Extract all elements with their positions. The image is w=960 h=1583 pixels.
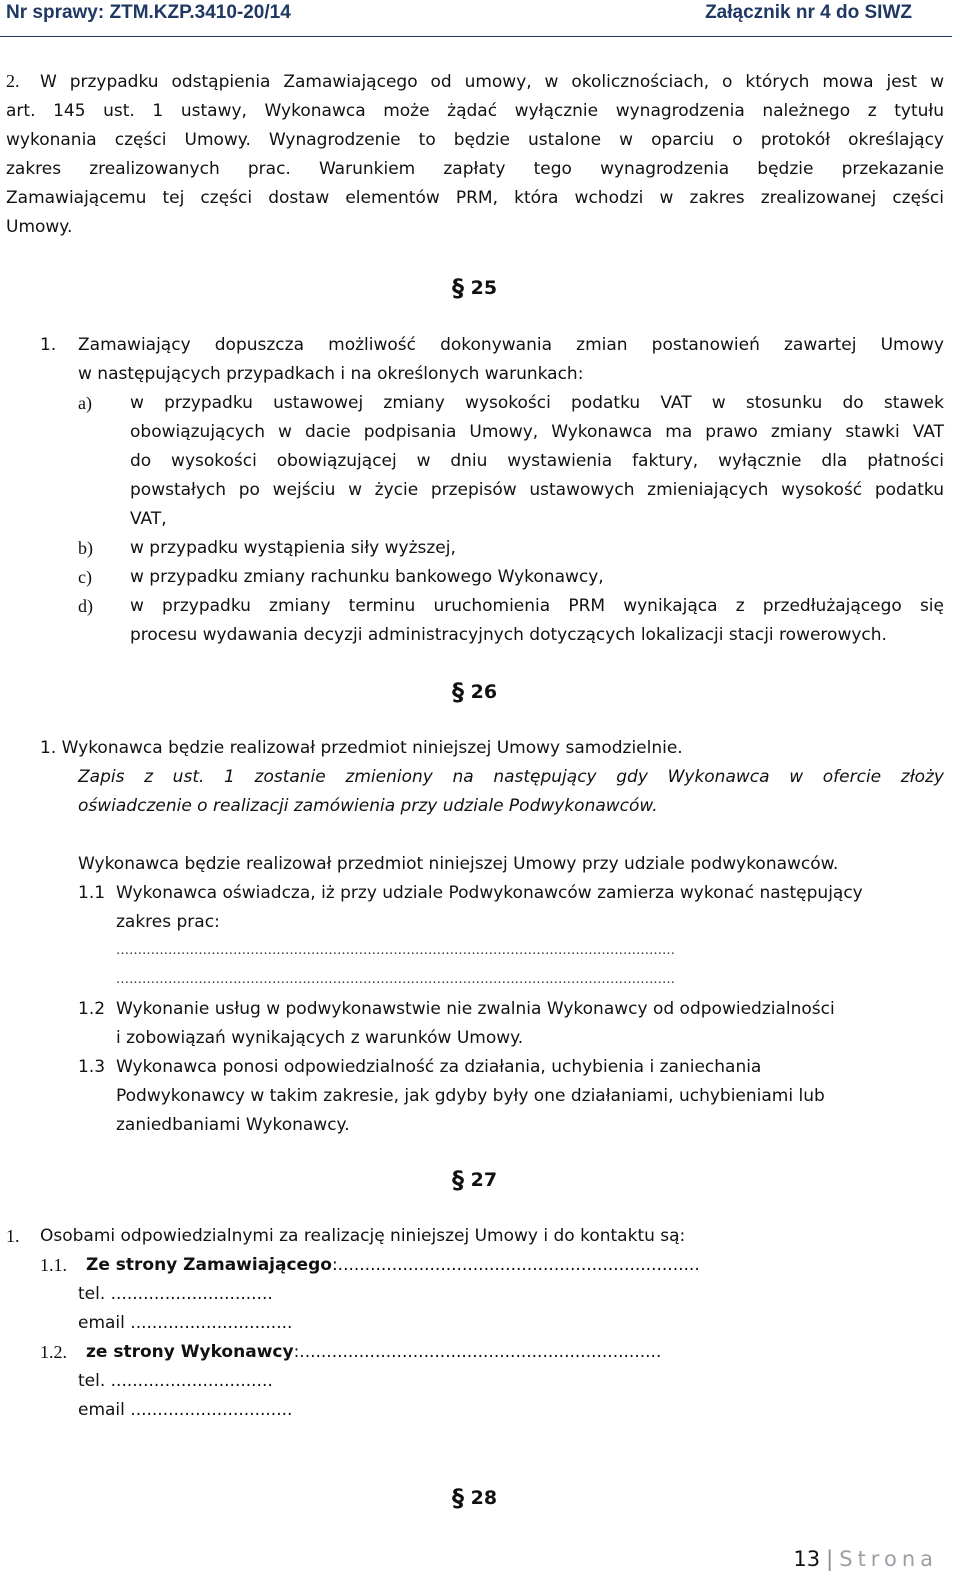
paragraph-number: 1.	[40, 335, 57, 355]
paragraph-number: 1.	[6, 1226, 20, 1246]
text-line: Osobami odpowiedzialnymi za realizację niniejszej Umowy i do kontaktu są:	[40, 1226, 686, 1246]
text-line: zaniedbaniami Wykonawcy.	[116, 1115, 350, 1135]
text-line: w następujących przypadkach i na określonych warunkach:	[78, 364, 584, 384]
text-line: Wykonawca będzie realizował przedmiot niniejszej Umowy przy udziale podwykonawców.	[78, 854, 839, 874]
fill-line: …………………………………………………………………………………………………………………	[116, 972, 675, 987]
italic-note: oświadczenie o realizacji zamówienia przy udziale Podwykonawców.	[78, 796, 658, 816]
text-line: wykonania części Umowy. Wynagrodzenie to będzie ustalone w oparciu o protokół określający	[6, 130, 944, 150]
contact-line	[86, 1342, 960, 1362]
subpoint-number: 1.2	[78, 999, 106, 1019]
text-line: zakres zrealizowanych prac. Warunkiem zapłaty tego wynagrodzenia będzie przekazanie	[6, 159, 944, 179]
phone-line: tel. ..............................	[78, 1371, 273, 1391]
case-number: Nr sprawy: ZTM.KZP.3410-20/14	[6, 2, 291, 23]
text-line: 1. Wykonawca będzie realizował przedmiot niniejszej Umowy samodzielnie.	[40, 738, 683, 758]
text-line: w przypadku zmiany terminu uruchomienia PRM wynikająca z przedłużającego się	[130, 596, 944, 616]
fill-dots: :...................................................................	[331, 1255, 700, 1275]
fill-dots: :...................................................................	[293, 1342, 662, 1362]
italic-note: Zapis z ust. 1 zostanie zmieniony na następujący gdy Wykonawca w ofercie złoży	[78, 767, 944, 787]
phone-line: tel. ..............................	[78, 1284, 273, 1304]
footer-separator: |	[826, 1547, 834, 1571]
text-line: Wykonanie usług w podwykonawstwie nie zwalnia Wykonawcy od odpowiedzialności	[116, 999, 835, 1019]
text-line: powstałych po wejściu w życie przepisów ustawowych zmieniających wysokość podatku	[130, 480, 944, 500]
text-line: Wykonawca oświadcza, iż przy udziale Podwykonawców zamierza wykonać następujący	[116, 883, 863, 903]
fill-line: …………………………………………………………………………………………………………………	[116, 943, 675, 958]
item-letter: a)	[78, 393, 92, 413]
contact-label: Ze strony Zamawiającego	[86, 1255, 332, 1275]
text-line: do wysokości obowiązującej w dniu wystawienia faktury, wyłącznie dla płatności	[130, 451, 944, 471]
email-line: email ..............................	[78, 1313, 293, 1333]
item-letter: c)	[78, 567, 92, 587]
text-line: Zamawiający dopuszcza możliwość dokonywania zmian postanowień zawartej Umowy	[78, 335, 944, 355]
contact-number: 1.1.	[40, 1255, 67, 1275]
text-line: Umowy.	[6, 217, 73, 237]
attachment-label: Załącznik nr 4 do SIWZ	[705, 2, 912, 23]
subpoint-number: 1.3	[78, 1057, 106, 1077]
contact-line	[86, 1255, 960, 1275]
page-footer	[793, 1547, 938, 1571]
text-line: procesu wydawania decyzji administracyjnych dotyczących lokalizacji stacji rowerowych.	[130, 625, 887, 645]
text-line: obowiązujących w dacie podpisania Umowy, Wykonawca ma prawo zmiany stawki VAT	[130, 422, 944, 442]
section-heading-26: § 26	[452, 678, 498, 706]
item-letter: d)	[78, 596, 93, 616]
text-line: Podwykonawcy w takim zakresie, jak gdyby były one działaniami, uchybieniami lub	[116, 1086, 825, 1106]
text-line: i zobowiązań wynikających z warunków Umowy.	[116, 1028, 524, 1048]
text-line: Wykonawca ponosi odpowiedzialność za działania, uchybienia i zaniechania	[116, 1057, 762, 1077]
section-heading-28: § 28	[452, 1484, 498, 1512]
header-rule	[0, 36, 952, 37]
text-line: w przypadku ustawowej zmiany wysokości podatku VAT w stosunku do stawek	[130, 393, 944, 413]
email-line: email ..............................	[78, 1400, 293, 1420]
text-line: Zamawiającemu tej części dostaw elementów PRM, która wchodzi w zakres zrealizowanej części	[6, 188, 944, 208]
text-line: w przypadku zmiany rachunku bankowego Wykonawcy,	[130, 567, 604, 587]
text-line: VAT,	[130, 509, 167, 529]
contact-number: 1.2.	[40, 1342, 67, 1362]
text-line: W przypadku odstąpienia Zamawiającego od umowy, w okolicznościach, o których mowa jest w	[40, 72, 944, 92]
text-line: zakres prac:	[116, 912, 220, 932]
text-line: w przypadku wystąpienia siły wyższej,	[130, 538, 456, 558]
section-heading-25: § 25	[452, 274, 498, 302]
subpoint-number: 1.1	[78, 883, 106, 903]
item-letter: b)	[78, 538, 93, 558]
section-heading-27: § 27	[452, 1166, 498, 1194]
contact-label: ze strony Wykonawcy	[86, 1342, 294, 1362]
page-word: Strona	[839, 1547, 938, 1571]
text-line: art. 145 ust. 1 ustawy, Wykonawca może żądać wyłącznie wynagrodzenia należnego z tytułu	[6, 101, 944, 121]
page-number: 13	[793, 1547, 821, 1571]
paragraph-number: 2.	[6, 71, 20, 91]
